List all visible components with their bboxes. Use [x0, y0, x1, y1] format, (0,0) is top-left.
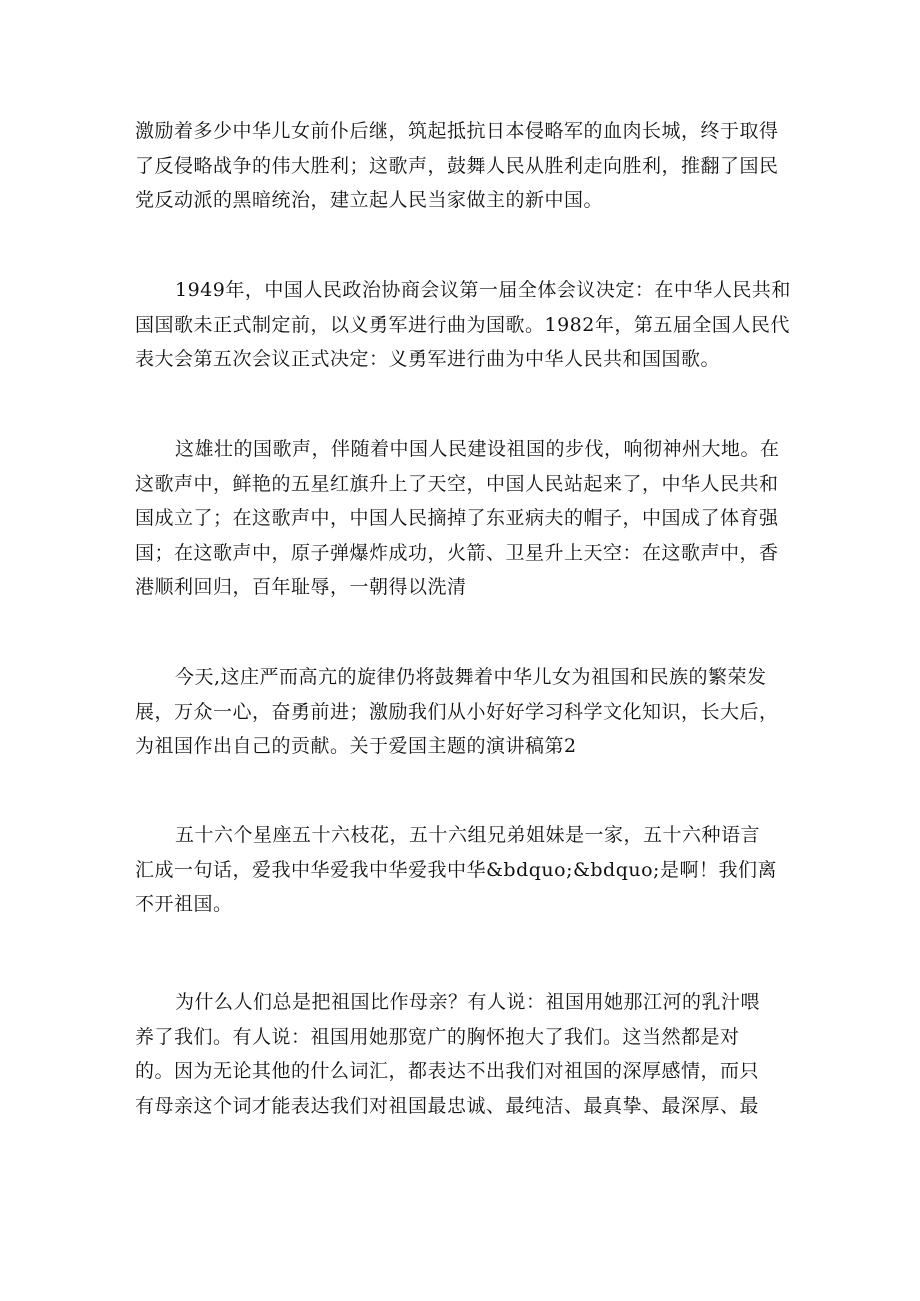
paragraph-line: 为祖国作出自己的贡献。关于爱国主题的演讲稿第2: [135, 735, 577, 757]
paragraph-line: 养了我们。有人说：祖国用她那宽广的胸怀抱大了我们。这当然都是对: [135, 1025, 740, 1048]
paragraph-3: [135, 432, 795, 605]
paragraph-line: 表大会第五次会议正式决定：义勇军进行曲为中华人民共和国国歌。: [135, 348, 721, 370]
paragraph-line: 了反侵略战争的伟大胜利；这歌声，鼓舞人民从胜利走向胜利，推翻了国民: [135, 154, 779, 177]
paragraph-2: [135, 273, 795, 377]
paragraph-line: 国国歌未正式制定前，以义勇军进行曲为国歌。1982年，第五届全国人民代: [135, 313, 790, 336]
paragraph-1: [135, 114, 795, 218]
paragraph-line: 1949年，中国人民政治协商会议第一届全体会议决定：在中华人民共和: [175, 279, 791, 301]
paragraph-line: 不开祖国。: [135, 893, 233, 915]
paragraph-line: 党反动派的黑暗统治，建立起人民当家做主的新中国。: [135, 189, 604, 211]
paragraph-line: 国；在这歌声中，原子弹爆炸成功，火箭、卫星升上天空：在这歌声中，香: [135, 541, 779, 564]
paragraph-line: 这歌声中，鲜艳的五星红旗升上了天空，中国人民站起来了，中华人民共和: [135, 472, 779, 495]
paragraph-4: [135, 660, 795, 764]
paragraph-line: 有母亲这个词才能表达我们对祖国最忠诚、最纯洁、最真挚、最深厚、最: [135, 1094, 760, 1117]
paragraph-line: 为什么人们总是把祖国比作母亲？有人说：祖国用她那江河的乳汁喂: [175, 991, 761, 1013]
paragraph-line: 的。因为无论其他的什么词汇，都表达不出我们对祖国的深厚感情，而只: [135, 1060, 760, 1082]
paragraph-line: 国成立了；在这歌声中，中国人民摘掉了东亚病夫的帽子，中国成了体育强: [135, 507, 779, 529]
paragraph-line: 港顺利回归，百年耻辱，一朝得以洗清: [135, 576, 467, 598]
paragraph-line: 这雄壮的国歌声，伴随着中国人民建设祖国的步伐，响彻神州大地。在: [175, 438, 780, 460]
paragraph-line: 展，万众一心，奋勇前进；激励我们从小好好学习科学文化知识，长大后，: [135, 700, 779, 723]
paragraph-line: 今天,这庄严而高亢的旋律仍将鼓舞着中华儿女为祖国和民族的繁荣发: [175, 666, 767, 688]
paragraph-line: 五十六个星座五十六枝花，五十六组兄弟姐妹是一家，五十六种语言: [175, 824, 761, 846]
paragraph-line: 激励着多少中华儿女前仆后继，筑起抵抗日本侵略军的血肉长城，终于取得: [135, 120, 779, 142]
paragraph-6: [135, 985, 795, 1123]
paragraph-5: [135, 818, 795, 922]
paragraph-line: 汇成一句话，爱我中华爱我中华爱我中华&bdquo;&bdquo;是啊！我们离: [135, 858, 777, 881]
